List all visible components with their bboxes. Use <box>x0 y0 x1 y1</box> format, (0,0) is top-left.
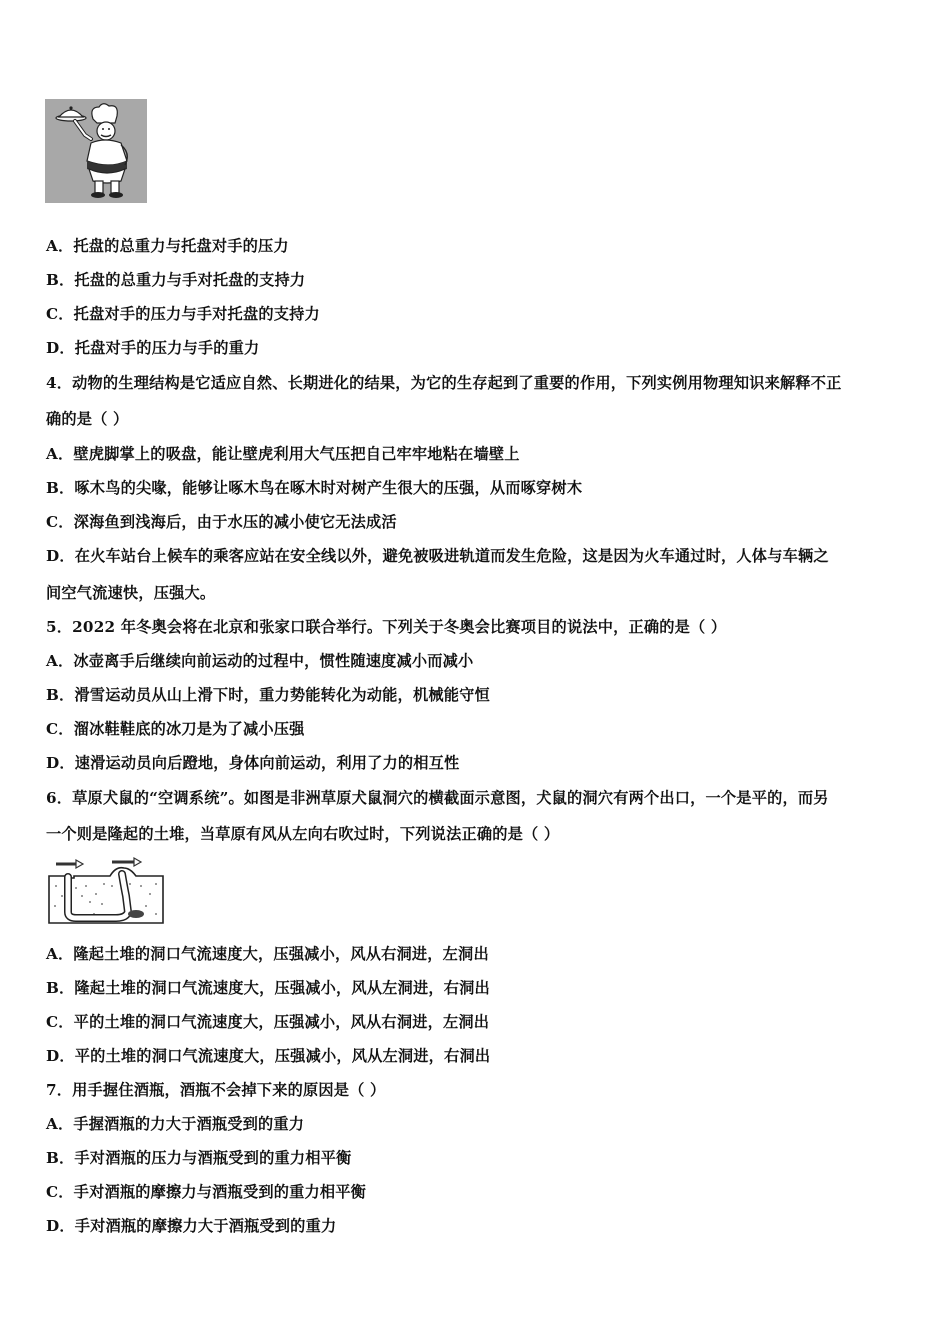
q5-stem: 5．2022 年冬奥会将在北京和张家口联合举行。下列关于冬奥会比赛项目的说法中，正确的是（ ） <box>46 618 727 636</box>
q4-stem-line1: 4．动物的生理结构是它适应自然、长期进化的结果，为它的生存起到了重要的作用，下列实例用物理知识来解释不正 <box>46 374 842 392</box>
q4-option-b: B．啄木鸟的尖喙，能够让啄木鸟在啄木时对树产生很大的压强，从而啄穿树木 <box>46 479 583 497</box>
q3-option-c: C．托盘对手的压力与手对托盘的支持力 <box>46 305 320 323</box>
q3-option-a: A．托盘的总重力与托盘对手的压力 <box>46 237 289 255</box>
q6-option-b: B．隆起土堆的洞口气流速度大，压强减小，风从左洞进，右洞出 <box>46 979 490 997</box>
q4-option-d-continued: 间空气流速快，压强大。 <box>46 584 216 602</box>
q5-option-d: D．速滑运动员向后蹬地，身体向前运动，利用了力的相互性 <box>46 754 460 772</box>
q4-option-a: A．壁虎脚掌上的吸盘，能让壁虎利用大气压把自己牢牢地粘在墙壁上 <box>46 445 520 463</box>
q7-option-c: C．手对酒瓶的摩擦力与酒瓶受到的重力相平衡 <box>46 1183 367 1201</box>
q3-option-b: B．托盘的总重力与手对托盘的支持力 <box>46 271 306 289</box>
q4-stem-line2: 确的是（ ） <box>46 410 129 428</box>
q4-option-c: C．深海鱼到浅海后，由于水压的减小使它无法成活 <box>46 513 397 531</box>
q7-option-d: D．手对酒瓶的摩擦力大于酒瓶受到的重力 <box>46 1217 337 1235</box>
prairie-dog-burrow-diagram <box>46 856 166 926</box>
q4-option-d: D．在火车站台上候车的乘客应站在安全线以外，避免被吸进轨道而发生危险，这是因为火车通过时，人体与车辆之 <box>46 547 829 565</box>
q6-stem-line1: 6．草原犬鼠的“空调系统”。如图是非洲草原犬鼠洞穴的横截面示意图，犬鼠的洞穴有两个出口，一个是平的，而另 <box>46 789 829 807</box>
q7-stem: 7．用手握住酒瓶，酒瓶不会掉下来的原因是（ ） <box>46 1081 386 1099</box>
q7-option-a: A．手握酒瓶的力大于酒瓶受到的重力 <box>46 1115 305 1133</box>
chef-tray-illustration <box>45 99 147 203</box>
q6-option-c: C．平的土堆的洞口气流速度大，压强减小，风从右洞进，左洞出 <box>46 1013 490 1031</box>
q5-option-c: C．溜冰鞋鞋底的冰刀是为了减小压强 <box>46 720 305 738</box>
q6-option-d: D．平的土堆的洞口气流速度大，压强减小，风从左洞进，右洞出 <box>46 1047 491 1065</box>
q5-option-a: A．冰壶离手后继续向前运动的过程中，惯性随速度减小而减小 <box>46 652 474 670</box>
q3-option-d: D．托盘对手的压力与手的重力 <box>46 339 260 357</box>
q6-option-a: A．隆起土堆的洞口气流速度大，压强减小，风从右洞进，左洞出 <box>46 945 489 963</box>
q7-option-b: B．手对酒瓶的压力与酒瓶受到的重力相平衡 <box>46 1149 352 1167</box>
q5-option-b: B．滑雪运动员从山上滑下时，重力势能转化为动能，机械能守恒 <box>46 686 490 704</box>
q6-stem-line2: 一个则是隆起的土堆，当草原有风从左向右吹过时，下列说法正确的是（ ） <box>46 825 560 843</box>
